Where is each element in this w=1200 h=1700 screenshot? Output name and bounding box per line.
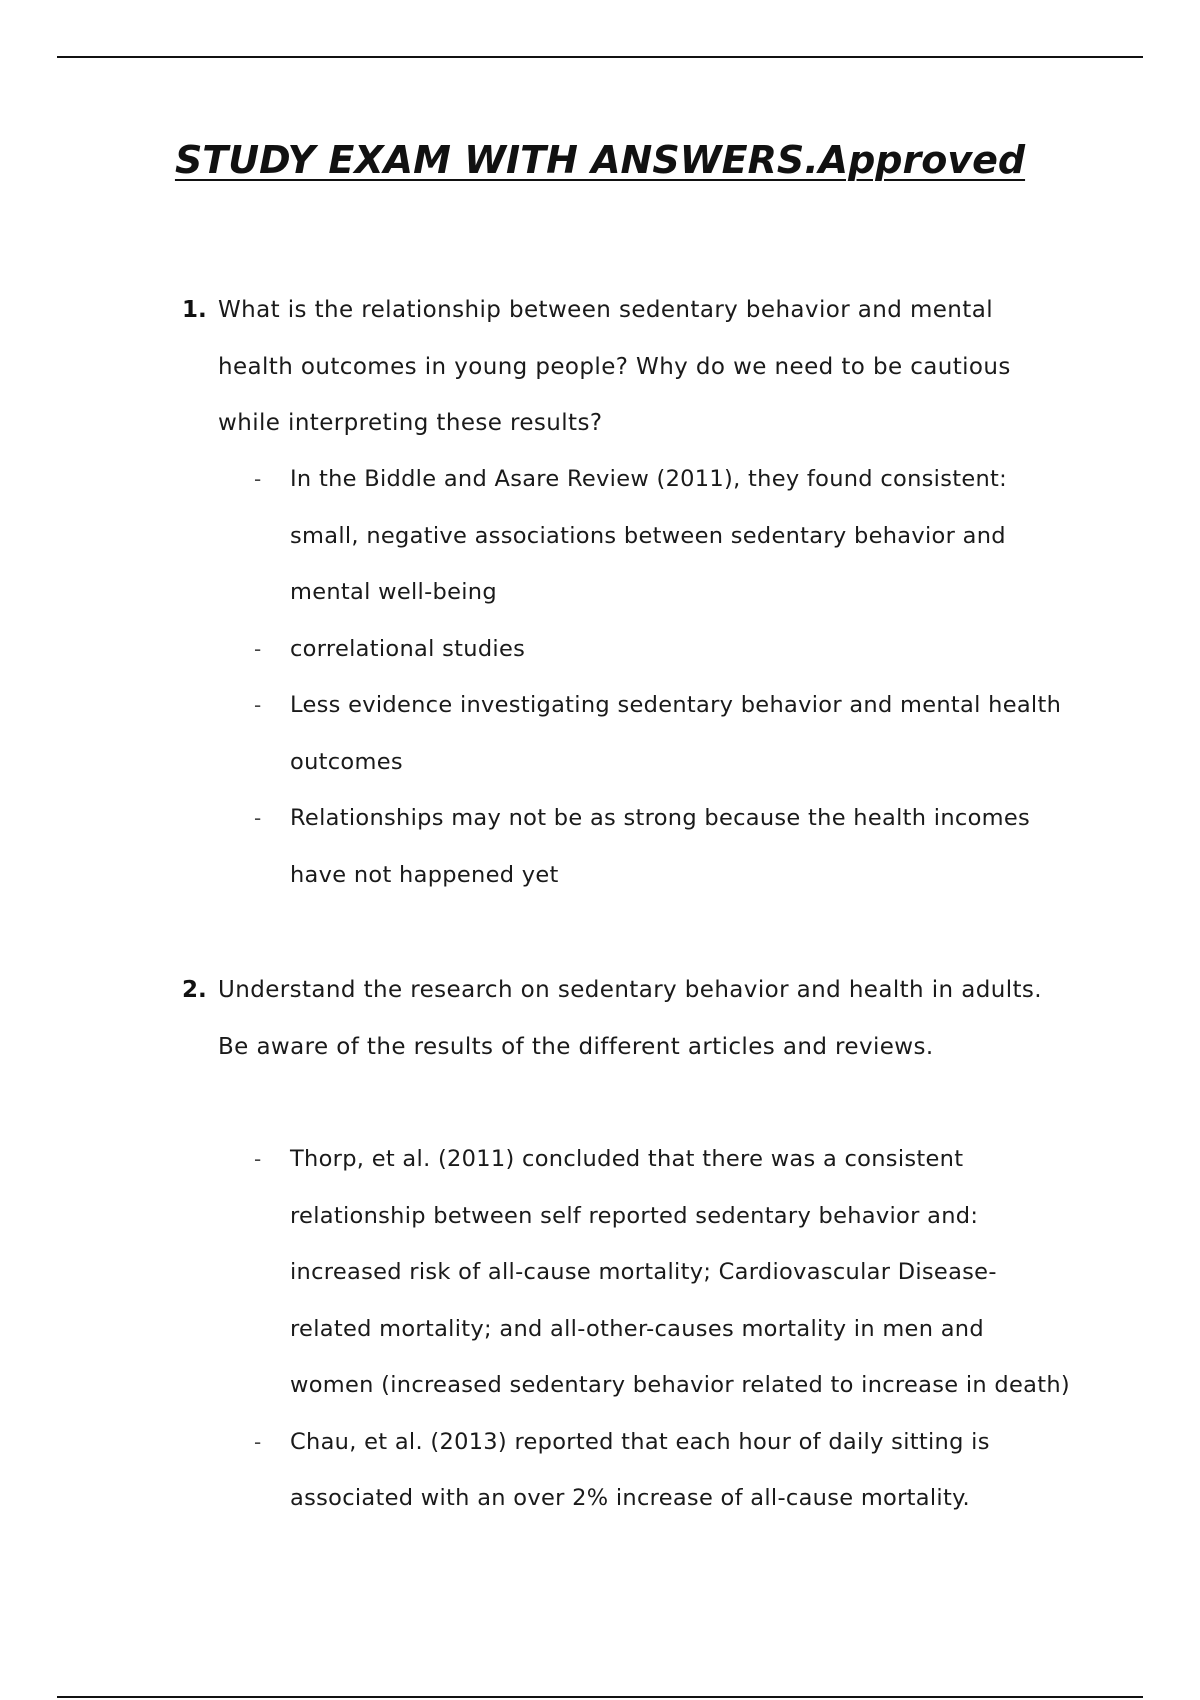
bullet-dash: - — [254, 1147, 262, 1171]
question-number: 2. — [182, 977, 207, 1003]
document-title — [0, 136, 1200, 184]
list-item — [0, 1131, 1200, 1414]
bullet-dash: - — [254, 806, 262, 830]
answer-list — [0, 451, 1200, 903]
list-item — [0, 621, 1200, 678]
document-title-text: STUDY EXAM WITH ANSWERS.Approved — [174, 138, 1026, 182]
list-item-text: Less evidence investigating sedentary behavior and mental health outcomes — [290, 692, 1062, 775]
bullet-dash: - — [254, 693, 262, 717]
list-item-text: Relationships may not be as strong because the health incomes have not happened yet — [290, 805, 1031, 888]
list-item — [0, 677, 1200, 790]
list-item-text: Chau, et al. (2013) reported that each hour of daily sitting is associated with an over 2% increase of all-cause mortality. — [290, 1428, 990, 1511]
top-rule — [57, 56, 1143, 58]
list-item — [0, 451, 1200, 621]
list-item-text: Thorp, et al. (2011) concluded that there was a consistent relationship between self reported sedentary behavior and: increased risk of all-cause mortality; Cardiovascular Disease-related mortality; and all-other-causes mortality in men and women (increased sedentary behavior related to increase in death) — [290, 1146, 1070, 1398]
bottom-rule — [57, 1696, 1143, 1698]
answer-list — [0, 1131, 1200, 1527]
bullet-dash: - — [254, 1429, 262, 1454]
list-item-text: In the Biddle and Asare Review (2011), they found consistent: small, negative associations between sedentary behavior and mental well-being — [290, 466, 1008, 605]
list-item-text: correlational studies — [290, 635, 526, 662]
question-text: Understand the research on sedentary behavior and health in adults. Be aware of the results of the different articles and reviews. — [218, 977, 1042, 1060]
bullet-dash: - — [254, 636, 262, 661]
list-item — [0, 790, 1200, 903]
list-item — [0, 1414, 1200, 1527]
question-text: What is the relationship between sedentary behavior and mental health outcomes in young people? Why do we need to be cautious while interpreting these results? — [218, 297, 1011, 436]
question-number: 1. — [182, 297, 207, 323]
bullet-dash: - — [254, 467, 262, 491]
